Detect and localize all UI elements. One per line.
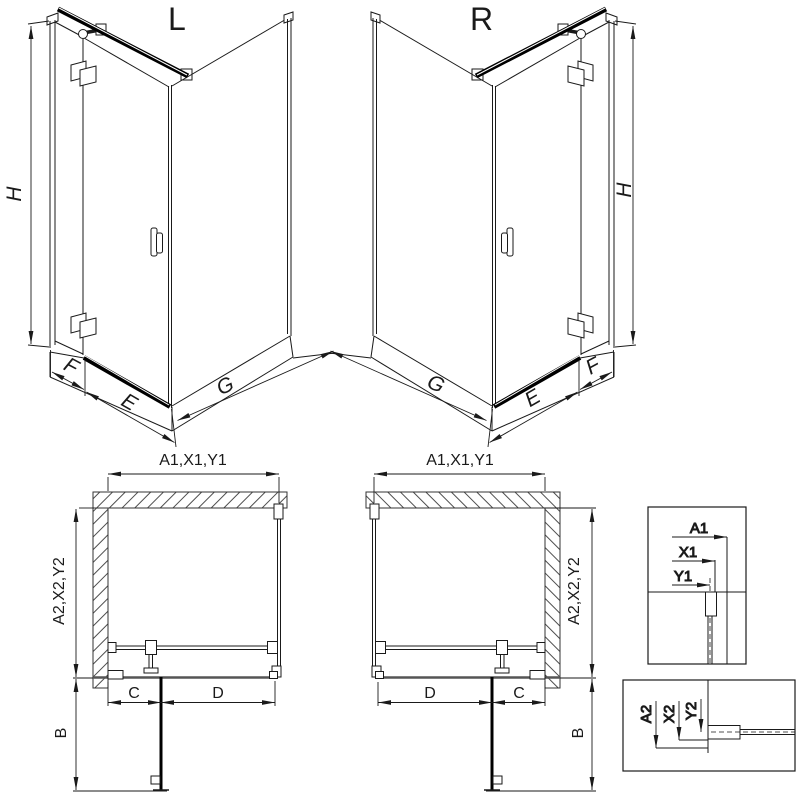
depth-dimension-detail xyxy=(623,680,795,771)
dim-label-e-right: E xyxy=(520,384,545,412)
dim-label-y2-detail: Y2 xyxy=(683,701,700,721)
dim-label-b-right-plan: B xyxy=(570,727,587,739)
dim-label-width-right-plan: A1,X1,Y1 xyxy=(426,452,494,469)
right-plan-view xyxy=(366,452,596,791)
dim-label-c-right-plan: C xyxy=(513,685,525,702)
dim-label-f-left: F xyxy=(59,353,83,380)
right-plan-dimensions xyxy=(374,474,596,791)
dim-label-d-left-plan: D xyxy=(212,685,224,702)
wall-profile-section xyxy=(706,592,717,616)
dim-label-a1-detail: A1 xyxy=(689,520,709,537)
dim-label-d-right-plan: D xyxy=(424,685,436,702)
dim-label-x2-detail: X2 xyxy=(661,704,678,724)
dim-label-y1-detail: Y1 xyxy=(673,568,693,585)
dim-label-g-right: G xyxy=(423,370,449,398)
dim-label-b-left-plan: B xyxy=(53,727,70,739)
left-version-title: L xyxy=(168,1,186,37)
dim-label-width-left-plan: A1,X1,Y1 xyxy=(159,452,227,469)
dim-label-x1-detail: X1 xyxy=(678,544,698,561)
width-dimension-detail xyxy=(648,507,746,664)
dim-label-f-right: F xyxy=(581,353,605,380)
left-shower-3d-view xyxy=(3,1,335,447)
left-plan-view xyxy=(51,452,287,791)
dim-label-h-right: H xyxy=(613,182,636,198)
right-version-title: R xyxy=(470,1,494,37)
dim-label-h-left: H xyxy=(3,186,26,202)
dim-label-g-left: G xyxy=(212,372,238,400)
right-shower-3d-view xyxy=(329,1,636,447)
dim-label-c-left-plan: C xyxy=(128,685,140,702)
dim-label-depth-right-plan: A2,X2,Y2 xyxy=(566,557,583,625)
dim-label-e-left: E xyxy=(117,388,142,416)
dim-label-a2-detail: A2 xyxy=(638,704,655,724)
dim-label-depth-left-plan: A2,X2,Y2 xyxy=(51,557,68,625)
